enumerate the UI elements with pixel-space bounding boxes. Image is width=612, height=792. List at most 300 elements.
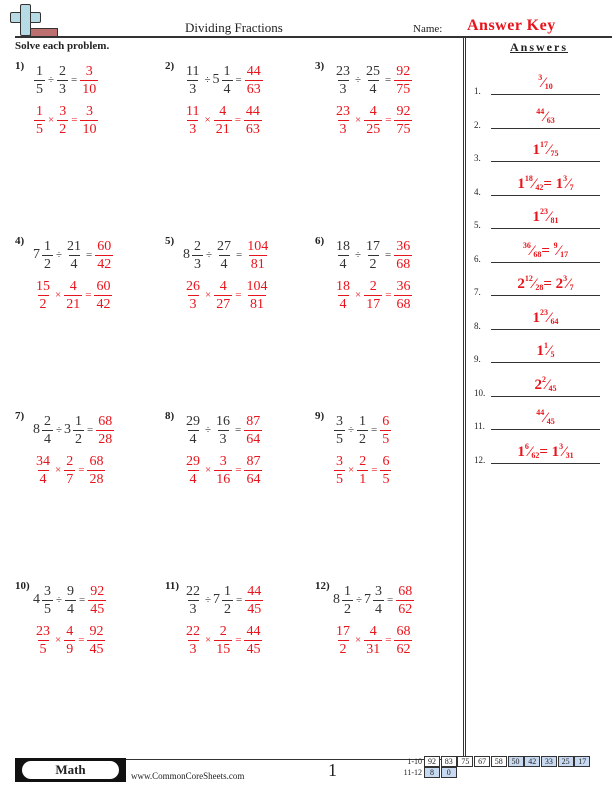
denominator: 3 [189, 641, 197, 657]
fraction-slash: ⁄ [544, 108, 547, 125]
numerator: 4 [69, 278, 77, 294]
answer-blank[interactable] [491, 396, 600, 397]
denominator: 4 [339, 256, 347, 272]
denominator: 45 [246, 641, 261, 657]
fraction-term [183, 454, 203, 487]
fraction-term [363, 239, 383, 272]
fraction [214, 279, 232, 312]
divide-sign: ÷ [355, 74, 362, 86]
denominator: 4 [220, 256, 228, 272]
score-cell: 83 [441, 756, 457, 767]
denominator: 62 [396, 641, 411, 657]
fraction [394, 64, 412, 97]
numerator: 4 [219, 103, 227, 119]
denominator: 68 [533, 249, 542, 259]
denominator: 4 [223, 81, 231, 97]
numerator: 1 [223, 63, 231, 79]
equals-sign: = [385, 634, 392, 646]
denominator: 4 [44, 431, 51, 447]
whole-number: 4 [33, 592, 40, 607]
numerator: 36 [522, 240, 531, 250]
numerator: 68 [398, 583, 413, 599]
numerator: 17 [539, 140, 548, 149]
problem-item [15, 580, 165, 660]
denominator: 62 [398, 601, 413, 617]
fraction [215, 239, 233, 272]
score-cell: 8 [424, 767, 440, 778]
fraction-term [333, 64, 353, 97]
question-line [33, 237, 114, 273]
equals-sign: = [543, 276, 556, 292]
numerator: 68 [396, 623, 411, 639]
numerator: 44 [246, 63, 261, 79]
answer-number: 10. [474, 387, 486, 398]
fraction [42, 239, 53, 272]
denominator: 64 [246, 471, 261, 487]
numerator: 34 [36, 453, 50, 469]
denominator: 45 [89, 641, 104, 657]
divide-sign: ÷ [205, 424, 212, 436]
denominator: 45 [247, 601, 262, 617]
fraction [42, 584, 53, 617]
fraction [373, 584, 384, 617]
multiply-sign: × [205, 464, 212, 476]
fraction [244, 454, 262, 487]
fraction-term [183, 584, 203, 617]
numerator: 4 [369, 623, 377, 639]
score-cell: 33 [541, 756, 557, 767]
fraction-term [183, 624, 203, 657]
fraction [73, 414, 84, 447]
question-line [333, 582, 415, 618]
numerator: 4 [369, 103, 377, 119]
fraction-term [244, 239, 271, 272]
numerator: 2 [541, 374, 546, 384]
numerator: 2 [194, 238, 201, 254]
fraction [184, 279, 202, 312]
numerator: 22 [186, 583, 200, 599]
fraction-term [33, 414, 54, 447]
denominator: 45 [546, 417, 555, 426]
denominator: 3 [339, 121, 347, 137]
answer-value [491, 174, 600, 193]
denominator: 5 [382, 471, 390, 487]
fraction [244, 104, 262, 137]
problem-item [15, 60, 165, 140]
fraction [87, 624, 105, 657]
denominator: 2 [39, 296, 47, 312]
equals-sign: = [236, 249, 243, 261]
divide-sign: ÷ [205, 594, 212, 606]
question-line [333, 62, 413, 98]
whole-number: 7 [33, 247, 40, 262]
numerator: 44 [536, 106, 545, 116]
answer-value [491, 274, 600, 293]
fraction-term [393, 239, 413, 272]
fraction [334, 414, 345, 447]
fraction-term [363, 624, 383, 657]
denominator: 2 [359, 431, 367, 447]
answer-row [474, 204, 600, 230]
fraction-term [243, 624, 263, 657]
fraction [245, 239, 270, 272]
fraction [357, 454, 368, 487]
fraction [364, 624, 382, 657]
answer-number: 11. [474, 421, 485, 431]
answer-blank[interactable] [491, 295, 600, 296]
fraction-slash: ⁄ [557, 242, 561, 259]
fraction [396, 584, 414, 617]
score-cell: 50 [508, 756, 524, 767]
equals-sign: = [86, 249, 93, 261]
whole-number: 8 [183, 247, 190, 262]
fraction-slash: ⁄ [528, 443, 532, 460]
numerator: 17 [336, 623, 350, 639]
equals-sign: = [385, 114, 392, 126]
equals-sign: = [235, 424, 242, 436]
denominator: 68 [396, 256, 411, 272]
numerator: 22 [186, 623, 200, 639]
multiply-sign: × [55, 289, 62, 301]
numerator: 1 [359, 413, 367, 429]
fraction-term [63, 279, 83, 312]
answer-value [491, 408, 600, 427]
fraction-term [33, 64, 46, 97]
numerator: 3 [219, 453, 227, 469]
denominator: 2 [44, 256, 51, 272]
fraction [364, 239, 382, 272]
equals-sign: = [371, 424, 378, 436]
fraction-term [213, 279, 233, 312]
numerator: 3 [336, 453, 343, 469]
fraction [394, 279, 412, 312]
multiply-sign: × [355, 114, 362, 126]
solution-line [33, 622, 106, 658]
denominator: 10 [82, 81, 97, 97]
numerator: 36 [396, 278, 411, 294]
problem-item [315, 60, 465, 140]
fraction-term [86, 454, 106, 487]
whole-number: 7 [213, 592, 221, 607]
fraction-term [213, 64, 234, 97]
numerator: 23 [336, 63, 350, 79]
fraction-slash: ⁄ [532, 175, 536, 192]
multiply-sign: × [355, 634, 362, 646]
answer-blank[interactable] [491, 128, 600, 129]
fraction [184, 104, 201, 137]
whole-number: 1 [517, 443, 525, 460]
denominator: 10 [82, 121, 97, 137]
fraction-term [363, 279, 383, 312]
fraction [214, 624, 232, 657]
denominator: 64 [246, 431, 261, 447]
whole-number: 7 [364, 592, 372, 607]
multiply-sign: × [205, 289, 212, 301]
fraction-term [86, 624, 106, 657]
whole-number: 1 [532, 209, 540, 225]
fraction-term [243, 279, 270, 312]
denominator: 2 [369, 256, 377, 272]
fraction-slash: ⁄ [567, 175, 570, 192]
denominator: 63 [246, 81, 261, 97]
fraction-term [333, 454, 346, 487]
numerator: 23 [539, 307, 548, 317]
problem-number: 12) [315, 580, 330, 592]
answer-value [491, 241, 600, 260]
fraction-term [364, 584, 385, 617]
numerator: 2 [219, 623, 227, 639]
denominator: 75 [396, 121, 411, 137]
fraction-slash: ⁄ [567, 276, 570, 292]
fraction [96, 414, 114, 447]
fraction-slash: ⁄ [547, 343, 551, 359]
answer-row [474, 372, 600, 398]
answer-blank[interactable] [491, 228, 600, 229]
denominator: 15 [216, 641, 231, 657]
fraction-term [243, 414, 263, 447]
numerator: 44 [536, 408, 545, 417]
problem-number: 8) [165, 410, 175, 422]
question-line [333, 412, 392, 448]
solution-line [183, 452, 263, 488]
fraction [334, 239, 352, 272]
fraction-term [243, 454, 263, 487]
fraction-slash: ⁄ [547, 309, 551, 326]
denominator: 45 [90, 601, 105, 617]
fraction-term [363, 64, 383, 97]
equals-sign: = [85, 289, 92, 301]
question-line [333, 237, 413, 273]
denominator: 42 [97, 256, 112, 272]
question-line [183, 582, 264, 618]
fraction-term [333, 279, 353, 312]
equals-sign: = [539, 443, 552, 460]
fraction-term [213, 414, 233, 447]
fraction-term [93, 279, 113, 312]
answer-blank[interactable] [491, 329, 600, 330]
denominator: 17 [560, 249, 569, 259]
denominator: 28 [535, 283, 544, 292]
problem-number: 3) [315, 60, 325, 72]
solution-line [183, 622, 263, 658]
answer-value [491, 341, 600, 360]
numerator: 104 [247, 238, 269, 254]
fraction-slash: ⁄ [542, 75, 545, 91]
denominator: 4 [39, 471, 47, 487]
whole-number: 1 [532, 142, 540, 158]
answer-number: 5. [474, 220, 481, 230]
numerator: 3 [59, 103, 67, 119]
answer-blank[interactable] [491, 262, 600, 263]
denominator: 4 [67, 601, 75, 617]
numerator: 6 [382, 413, 390, 429]
fraction-term [393, 624, 413, 657]
fraction-term [64, 584, 77, 617]
whole-number: 2 [555, 276, 564, 292]
denominator: 4 [375, 601, 383, 617]
score-cell: 0 [441, 767, 457, 778]
whole-number: 5 [212, 72, 220, 87]
numerator: 1 [75, 413, 83, 429]
fraction [94, 279, 112, 312]
whole-number: 8 [33, 422, 40, 437]
equals-sign: = [543, 175, 556, 192]
fraction [64, 454, 75, 487]
problem-item [15, 235, 165, 315]
solution-line [333, 102, 413, 138]
denominator: 3 [189, 121, 197, 137]
problem-item [165, 60, 315, 140]
numerator: 1 [36, 103, 43, 119]
answer-blank[interactable] [491, 161, 600, 162]
denominator: 5 [336, 431, 343, 447]
answer-blank[interactable] [491, 195, 600, 196]
answer-number: 1. [474, 86, 481, 96]
denominator: 3 [189, 81, 197, 97]
fraction [380, 454, 391, 487]
multiply-sign: × [348, 464, 355, 476]
divide-sign: ÷ [206, 249, 213, 261]
name-value: Answer Key [467, 17, 556, 34]
equals-sign: = [385, 74, 392, 86]
numerator: 2 [359, 453, 367, 469]
answer-blank[interactable] [491, 463, 600, 464]
numerator: 60 [96, 278, 111, 294]
denominator: 25 [366, 121, 381, 137]
answer-row [474, 271, 600, 297]
fraction [34, 104, 45, 137]
fraction-term [63, 624, 76, 657]
solution-line [333, 452, 392, 488]
whole-number: 1 [532, 309, 540, 326]
answer-blank[interactable] [491, 362, 600, 363]
numerator: 87 [246, 453, 261, 469]
numerator: 1 [344, 583, 351, 599]
numerator: 4 [219, 278, 227, 294]
equals-sign: = [387, 594, 394, 606]
fraction-term [244, 64, 264, 97]
fraction-term [33, 279, 53, 312]
fraction [380, 414, 391, 447]
denominator: 63 [245, 121, 260, 137]
fraction-term [33, 454, 53, 487]
numerator: 36 [396, 238, 411, 254]
fraction-slash: ⁄ [563, 443, 566, 460]
denominator: 21 [66, 296, 81, 312]
divide-sign: ÷ [56, 249, 63, 261]
problem-item [15, 410, 165, 490]
fraction [245, 584, 263, 617]
numerator: 11 [186, 103, 200, 119]
fraction [57, 104, 68, 137]
numerator: 16 [216, 413, 231, 429]
answer-row [474, 137, 600, 163]
solution-line [333, 622, 413, 658]
fraction [88, 584, 106, 617]
denominator: 68 [396, 296, 411, 312]
answer-value [491, 442, 600, 461]
fraction [184, 584, 202, 617]
problem-number: 1) [15, 60, 25, 72]
denominator: 21 [215, 121, 230, 137]
divide-sign: ÷ [348, 424, 355, 436]
score-cell: 67 [474, 756, 490, 767]
problem-number: 5) [165, 235, 175, 247]
fraction-term [333, 239, 353, 272]
numerator: 3 [375, 583, 383, 599]
fraction [222, 64, 233, 97]
fraction [357, 414, 368, 447]
denominator: 2 [224, 601, 232, 617]
answer-row [474, 405, 600, 431]
fraction-term [87, 584, 107, 617]
whole-number: 8 [333, 592, 340, 607]
numerator: 60 [97, 238, 112, 254]
score-cell: 92 [424, 756, 440, 767]
fraction [34, 454, 52, 487]
answer-blank[interactable] [491, 429, 600, 430]
numerator: 27 [217, 238, 232, 254]
denominator: 81 [249, 296, 264, 312]
equals-sign: = [385, 289, 392, 301]
fraction [95, 239, 113, 272]
denominator: 2 [59, 121, 67, 137]
numerator: 1 [543, 341, 548, 350]
fraction-term [379, 414, 392, 447]
question-line [183, 412, 263, 448]
fraction-slash: ⁄ [530, 242, 534, 259]
fraction-term [356, 414, 369, 447]
solution-line [33, 452, 106, 488]
question-line [183, 62, 264, 98]
score-cell: 25 [558, 756, 574, 767]
denominator: 31 [565, 450, 574, 460]
fraction [214, 414, 232, 447]
answer-value [491, 73, 600, 92]
fraction-term [213, 454, 233, 487]
answer-blank[interactable] [491, 94, 600, 95]
numerator: 18 [336, 278, 350, 294]
fraction-term [393, 64, 413, 97]
answer-value [491, 375, 600, 394]
problem-number: 7) [15, 410, 25, 422]
fraction-slash: ⁄ [545, 376, 549, 393]
problem-item [315, 410, 465, 490]
numerator: 1 [224, 583, 232, 599]
problem-number: 4) [15, 235, 25, 247]
denominator: 5 [382, 431, 390, 447]
fraction-term [94, 239, 114, 272]
problem-item [165, 580, 315, 660]
numerator: 9 [67, 583, 75, 599]
fraction [334, 64, 352, 97]
denominator: 3 [189, 296, 197, 312]
fraction-term [64, 414, 85, 447]
whole-number: 2 [534, 376, 542, 393]
fraction [34, 279, 52, 312]
denominator: 5 [39, 641, 47, 657]
fraction-term [56, 104, 69, 137]
problem-item [315, 235, 465, 315]
fraction-term [379, 454, 392, 487]
site-link[interactable]: www.CommonCoreSheets.com [131, 771, 245, 781]
numerator: 1 [44, 238, 51, 254]
numerator: 92 [89, 623, 104, 639]
solution-line [183, 277, 270, 313]
fraction [42, 414, 53, 447]
equals-sign: = [235, 634, 242, 646]
numerator: 26 [186, 278, 200, 294]
